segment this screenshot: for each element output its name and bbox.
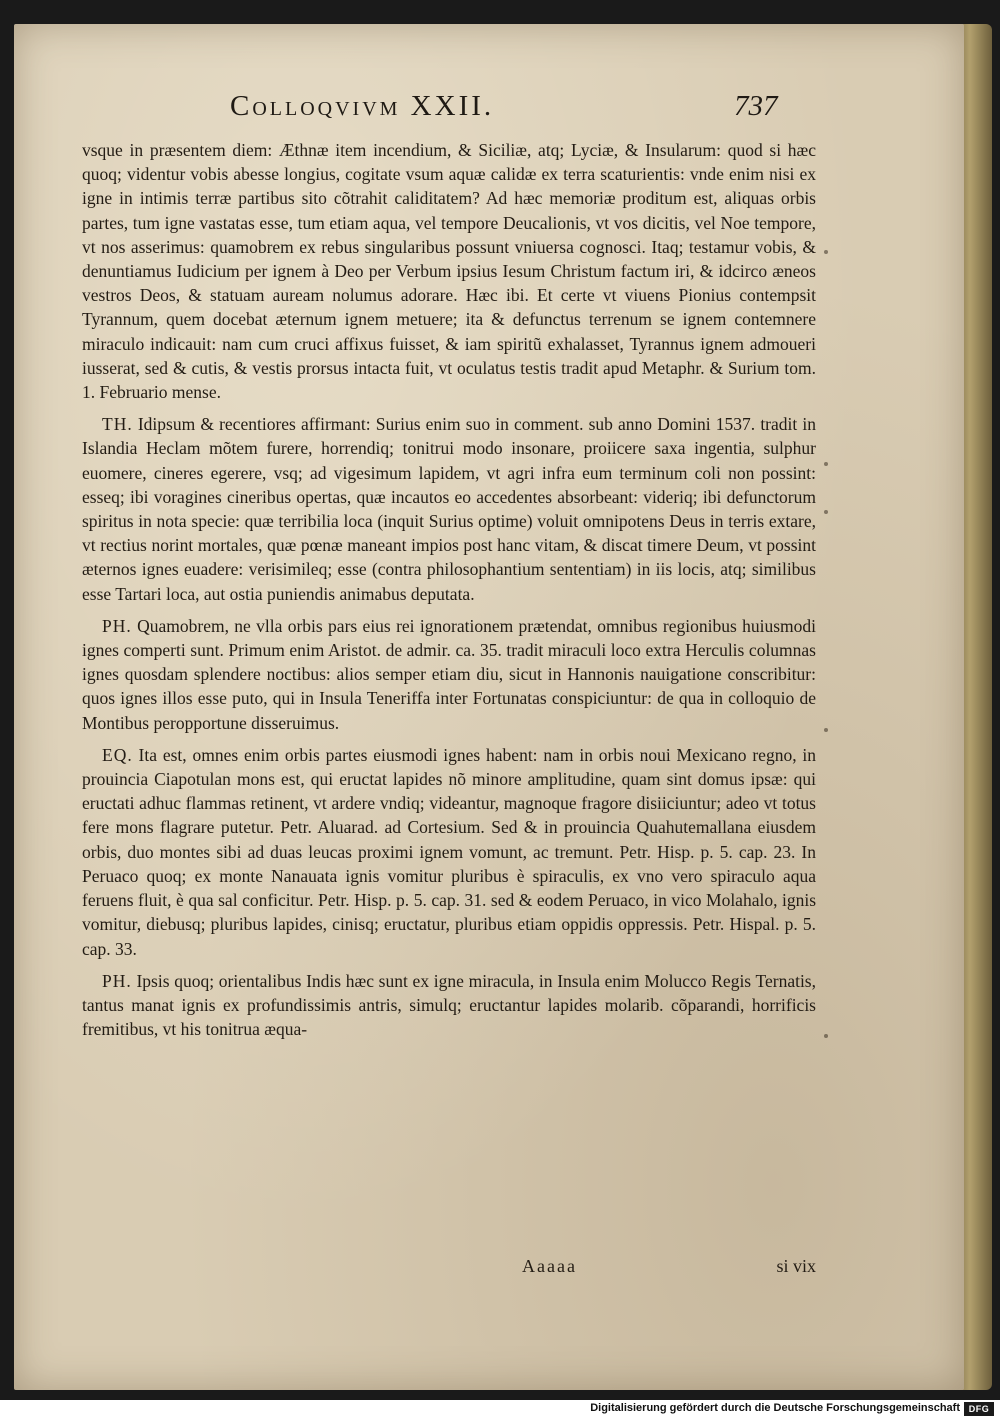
- paragraph-2: [82, 412, 816, 606]
- margin-dot: [824, 510, 828, 514]
- paragraph-1: [82, 138, 816, 404]
- margin-dot: [824, 462, 828, 466]
- footer-bar: [0, 1400, 1000, 1419]
- catchword: si vix: [776, 1256, 816, 1276]
- text-block: [82, 138, 816, 1049]
- paragraph-5: [82, 969, 816, 1042]
- signature-line: [82, 1256, 816, 1284]
- speaker-label: PH.: [102, 615, 132, 636]
- margin-marks: [824, 138, 834, 1258]
- paragraph-text: Idipsum & recentiores affirmant: Surius enim suo in comment. sub anno Domini 1537. tradit in Islandia Heclam mõtem furere, horrendiq; tonitrui modo insonare, proiicere saxa ingentia, sulphur euomere, cineres egerere, vsq; ad vigesimum lapidem, vt agri infra eum terminum coli non possint: esseq; ibi voragines cineribus opertas, quæ incautos eo accedentes absorbeant: videriq; ibi defunctorum spiritus in nota specie: quæ terribilia loca (inquit Surius optime) voluit omnipotens Deus in terris extare, vt rectius norint mortales, quæ pœnæ maneant impios post hanc vitam, & discat timere Deum, vt possint æternos ignes euadere: verisimileq; esse (contra philosophantium sententiam) in iis locis, atq; similibus esse Tartari loca, aut ostia puniendis animabus deputata.: [82, 414, 816, 604]
- paragraph-3: [82, 614, 816, 735]
- paragraph-4: [82, 743, 816, 961]
- running-head-title: Colloqvivm XXII.: [230, 90, 495, 122]
- running-head: [14, 90, 964, 134]
- dfg-logo-icon: DFG: [964, 1402, 994, 1416]
- margin-dot: [824, 250, 828, 254]
- speaker-label: TH.: [102, 414, 133, 435]
- margin-dot: [824, 1034, 828, 1038]
- funding-credit: Digitalisierung gefördert durch die Deutsche Forschungsgemeinschaft: [590, 1402, 960, 1414]
- paragraph-text: Quamobrem, ne vlla orbis pars eius rei ignorationem prætendat, omnibus regionibus huiusmodi ignes comperti sunt. Primum enim Aristot. de admir. ca. 35. tradit miraculi loco extra Herculis columnas ignes quosdam splendere noctibus: alios semper etiam diu, sicut in Hannonis nauigatione conscribitur: quos ignes illos esse puto, qui in Insula Teneriffa inter Fortunatas conspiciuntur: de qua in colloquio de Montibus peropportune disseruimus.: [82, 615, 816, 733]
- paragraph-text: Ita est, omnes enim orbis partes eiusmodi ignes habent: nam in orbis noui Mexicano regno, in prouincia Ciapotulan mons est, qui eructat lapides nõ minore amplitudine, quam sint domus ipsæ: qui eructati adhuc flammas retinent, vt ardere vndiq; videantur, magnoque fragore disiiciuntur; adeo vt totus fere mons flagrare putetur. Petr. Aluarad. ad Cortesium. Sed & in prouincia Quahutemallana eiusdem orbis, duo montes sibi ad duas leucas proximi ignem vomunt, ac tremunt. Petr. Hisp. p. 5. cap. 23. In Peruaco quoq; ex monte Nanauata ignis vomitur pluribus è spiraculis, ex vno vero spiraculo aqua feruens fluit, è qua sal conficitur. Petr. Hisp. p. 5. cap. 31. sed & eodem Peruaco, in vico Molahalo, ignis vomitur, diebusq; pluribus lapides, cinisq; eructatur, pluribus etiam oppidis oppressis. Petr. Hispal. p. 5. cap. 33.: [82, 744, 817, 959]
- speaker-label: EQ.: [102, 744, 133, 765]
- folio-number: 737: [734, 90, 778, 122]
- speaker-label: PH.: [102, 970, 132, 991]
- paragraph-text: Ipsis quoq; orientalibus Indis hæc sunt ex igne miracula, in Insula enim Molucco Regis Ternatis, tantus manat ignis ex profundissimis antris, simulq; eructantur lapides molarib. cõparandi, horrificis fremitibus, vt his tonitrua æqua-: [82, 970, 816, 1040]
- margin-dot: [824, 728, 828, 732]
- paragraph-text: vsque in præsentem diem: Æthnæ item incendium, & Siciliæ, atq; Lyciæ, & Insularum: quod si hæc quoq; videntur vobis abesse longius, cogitate vsum aquæ calidæ ex terra scaturientis: vnde enim nisi ex igne in intimis terræ partibus sito cõtrahit caliditatem? Ad hæc memoriæ proditum est, aliquas orbis partes, tum igne vastatas esse, tum etiam aqua, vel tempore Deucalionis, vt vos dicitis, vel Noe tempore, vt nos asserimus: quamobrem ex rebus singularibus possunt vniuersa cognosci. Itaq; testamur vobis, & denuntiamus Iudicium per ignem à Deo per Verbum ipsius Iesum Christum factum iri, & idcirco æneos vestros Deos, & statuam auream nolumus adorare. Hæc ibi. Et certe vt viuens Pionius contempsit Tyrannum, quem docebat æternum ignem metuere; ita & defunctus terrenum se ignem contemnere miraculo indicauit: nam cum cruci affixus fuisset, & iam spiritũ exhalasset, Tyrannus ignem admoueri iusserat, sed & cutis, & vestis prorsus intacta fuit, vt oculatus testis tradit apud Metaphr. & Surium tom. 1. Februario mense.: [82, 140, 816, 403]
- signature-mark: Aaaaa: [522, 1256, 577, 1276]
- book-page: [14, 24, 964, 1390]
